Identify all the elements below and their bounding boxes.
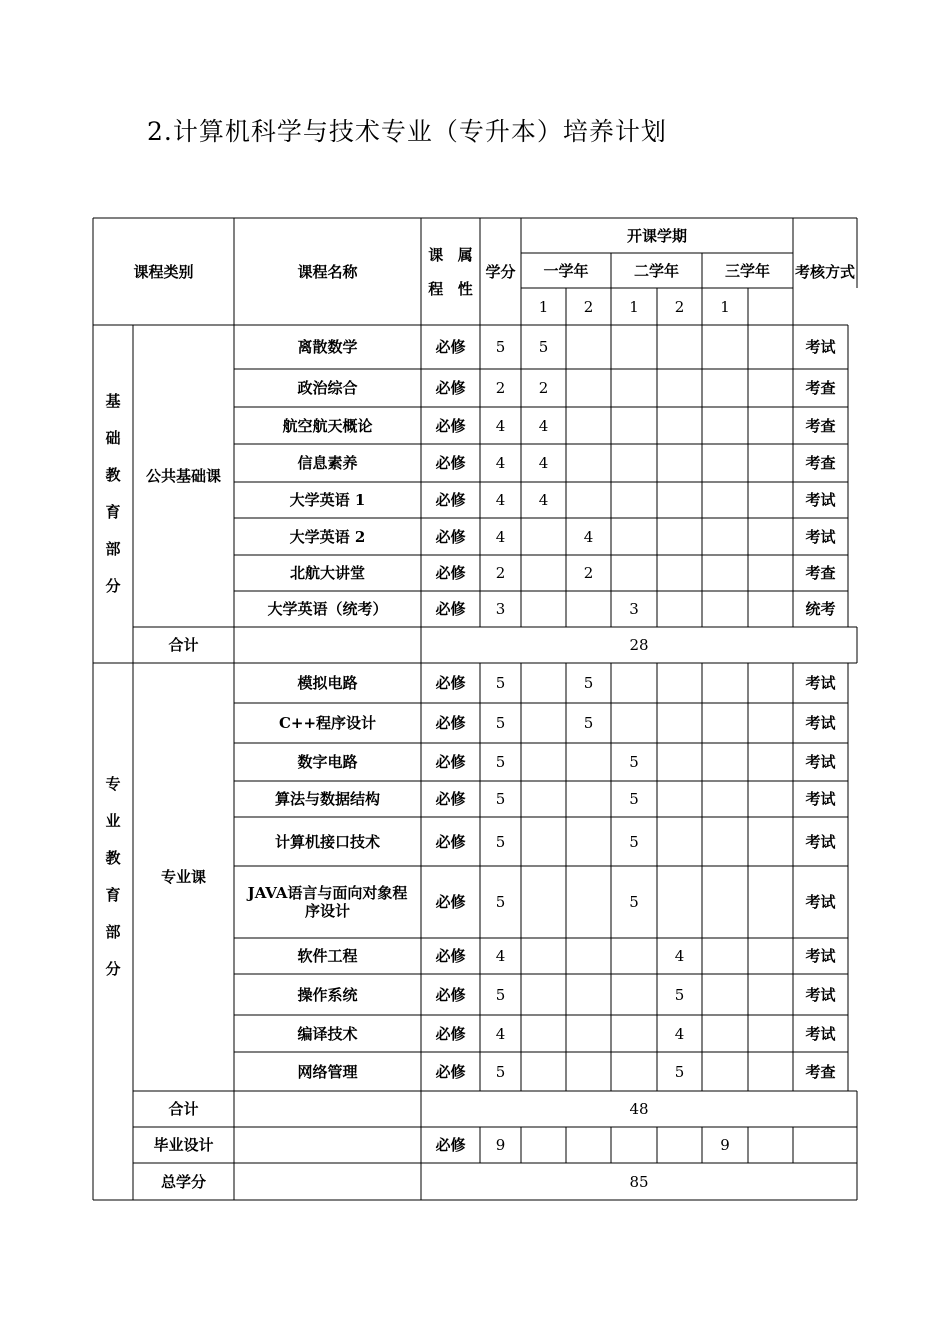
course-attr-cell: 必修 — [435, 416, 466, 435]
semester-credit-cell — [657, 866, 702, 938]
course-attr-cell: 必修 — [435, 527, 466, 546]
semester-credit-cell: 5 — [583, 674, 594, 692]
semester-credit-cell — [566, 974, 611, 1015]
semester-credit-cell: 5 — [583, 714, 594, 732]
semester-credit-cell — [702, 591, 748, 627]
course-attr-cell: 必修 — [435, 893, 466, 911]
semester-credit-cell — [521, 866, 566, 938]
semester-credit-cell — [748, 781, 793, 817]
course-credit-cell: 4 — [495, 947, 506, 965]
semester-credit-cell — [521, 974, 566, 1015]
semester-credit-cell — [657, 1127, 702, 1163]
header-year3: 三学年 — [724, 261, 770, 280]
course-attr-cell: 必修 — [435, 1024, 466, 1043]
semester-credit-cell — [702, 444, 748, 482]
section2-total-value: 48 — [629, 1100, 649, 1118]
course-attr-cell: 必修 — [435, 1062, 466, 1081]
semester-credit-cell — [702, 866, 748, 938]
semester-credit-cell — [657, 555, 702, 591]
semester-credit-cell: 5 — [629, 893, 639, 911]
exam-method-cell: 考试 — [805, 491, 836, 509]
course-attr-cell: 必修 — [435, 338, 466, 356]
semester-credit-cell — [657, 781, 702, 817]
semester-credit-cell — [566, 1015, 611, 1052]
section1-total-value: 28 — [629, 636, 649, 654]
exam-method-cell: 考查 — [805, 454, 836, 472]
section1-total-label: 合计 — [168, 636, 199, 654]
semester-credit-cell — [566, 369, 611, 407]
course-credit-cell: 2 — [495, 379, 506, 397]
course-attr-cell: 必修 — [435, 491, 466, 509]
subcategory-public: 公共 基础课 — [145, 466, 222, 485]
semester-credit-cell — [521, 591, 566, 627]
course-attr-cell: 必修 — [435, 379, 466, 397]
graduation-credit: 9 — [495, 1136, 506, 1154]
semester-credit-cell — [566, 482, 611, 518]
semester-credit-cell: 5 — [629, 790, 639, 808]
course-credit-cell: 4 — [495, 1024, 506, 1043]
semester-credit-cell — [702, 369, 748, 407]
course-attr-cell: 必修 — [435, 454, 466, 472]
course-attr-cell: 必修 — [435, 714, 466, 732]
semester-credit-cell — [657, 444, 702, 482]
semester-credit-cell — [748, 938, 793, 974]
semester-credit-cell — [657, 518, 702, 555]
semester-credit-cell — [611, 555, 657, 591]
course-credit-cell: 5 — [495, 338, 506, 356]
course-attr-cell: 必修 — [435, 600, 466, 618]
semester-credit-cell — [611, 369, 657, 407]
semester-credit-cell — [611, 703, 657, 743]
semester-credit-cell — [657, 743, 702, 781]
semester-credit-cell — [611, 444, 657, 482]
exam-method-cell: 统考 — [805, 600, 836, 618]
section2-total-label: 合计 — [168, 1100, 199, 1118]
semester-credit-cell — [657, 817, 702, 866]
page-title: 2.计算机科学与技术专业（专升本）培养计划 — [147, 117, 667, 146]
header-sem-label: 2 — [583, 297, 594, 316]
semester-credit-cell — [566, 781, 611, 817]
semester-credit-cell — [521, 781, 566, 817]
exam-method-cell: 考查 — [805, 379, 836, 397]
semester-credit-cell: 9 — [720, 1136, 730, 1154]
semester-credit-cell — [748, 482, 793, 518]
exam-method-cell: 考试 — [805, 753, 836, 771]
course-name-cell: 航空航天概论 — [282, 416, 373, 435]
course-credit-cell: 4 — [495, 454, 506, 472]
course-credit-cell: 5 — [495, 893, 506, 911]
header-semesters: 开课学期 — [626, 226, 687, 245]
semester-credit-cell — [657, 703, 702, 743]
exam-method-cell: 考试 — [805, 338, 836, 356]
semester-credit-cell — [566, 407, 611, 444]
semester-credit-cell — [521, 663, 566, 703]
header-credit: 学 分 — [485, 262, 516, 281]
course-name-cell: 离散数学 — [297, 338, 358, 356]
course-name-cell: 数字电路 — [297, 753, 358, 771]
semester-credit-cell — [657, 325, 702, 369]
semester-credit-cell — [702, 703, 748, 743]
exam-method-cell: 考查 — [805, 564, 836, 582]
semester-credit-cell — [748, 974, 793, 1015]
course-name-cell: 北航大讲堂 — [289, 564, 365, 582]
semester-credit-cell — [611, 407, 657, 444]
semester-credit-cell — [657, 369, 702, 407]
semester-credit-cell — [611, 325, 657, 369]
course-name-cell: 信息素养 — [297, 454, 358, 472]
semester-credit-cell — [748, 591, 793, 627]
course-name-cell: 软件工程 — [297, 947, 358, 965]
course-name-cell: 大学英语 1 — [289, 491, 366, 509]
semester-credit-cell — [611, 1052, 657, 1091]
semester-credit-cell — [657, 663, 702, 703]
section-label-major: 专 业 教 育 部 分 — [105, 775, 121, 978]
header-year2: 二学年 — [633, 261, 679, 280]
course-credit-cell: 4 — [495, 491, 506, 509]
semester-credit-cell — [702, 743, 748, 781]
course-attr-cell: 必修 — [435, 674, 466, 692]
course-name-cell: 政治综合 — [297, 379, 358, 397]
course-credit-cell: 5 — [495, 674, 506, 692]
exam-method-cell: 考试 — [805, 985, 836, 1004]
course-credit-cell: 5 — [495, 714, 506, 732]
semester-credit-cell — [748, 703, 793, 743]
course-name-cell: C++程序设计 — [278, 714, 377, 732]
course-attr-cell: 必修 — [435, 947, 466, 965]
semester-credit-cell — [566, 444, 611, 482]
semester-credit-cell — [657, 591, 702, 627]
section-label-basic: 基 础 教 育 部 分 — [105, 392, 121, 595]
semester-credit-cell — [748, 369, 793, 407]
exam-method-cell: 考查 — [805, 416, 836, 435]
semester-credit-cell — [657, 407, 702, 444]
semester-credit-cell — [748, 1127, 793, 1163]
course-name-cell: 算法与数据结构 — [274, 790, 380, 808]
semester-credit-cell — [702, 325, 748, 369]
course-credit-cell: 3 — [495, 600, 506, 618]
semester-credit-cell: 5 — [674, 985, 685, 1004]
header-attribute: 课程 属性 — [428, 245, 473, 298]
exam-method-cell: 考试 — [805, 527, 836, 546]
semester-credit-cell — [521, 1052, 566, 1091]
semester-credit-cell: 5 — [674, 1062, 685, 1081]
semester-credit-cell — [702, 555, 748, 591]
exam-method-cell: 考试 — [805, 714, 836, 732]
semester-credit-cell — [521, 938, 566, 974]
semester-credit-cell: 5 — [629, 753, 639, 771]
course-credit-cell: 4 — [495, 416, 506, 435]
exam-method-cell: 考试 — [805, 893, 836, 911]
course-name-cell: 大学英语（统考） — [267, 600, 388, 618]
semester-credit-cell — [657, 482, 702, 518]
semester-credit-cell — [702, 974, 748, 1015]
semester-credit-cell — [748, 444, 793, 482]
course-credit-cell: 2 — [495, 564, 506, 582]
exam-method-cell: 考试 — [805, 832, 836, 851]
header-exam: 考核 方式 — [794, 262, 856, 281]
course-name-cell: 操作系统 — [297, 985, 358, 1004]
header-sem-label: 1 — [538, 297, 549, 316]
semester-credit-cell: 4 — [583, 527, 594, 546]
semester-credit-cell — [702, 1052, 748, 1091]
semester-credit-cell — [702, 518, 748, 555]
semester-credit-cell — [521, 1015, 566, 1052]
semester-credit-cell — [611, 938, 657, 974]
semester-credit-cell: 4 — [538, 416, 549, 435]
course-credit-cell: 5 — [495, 753, 506, 771]
course-credit-cell: 5 — [495, 1062, 506, 1081]
semester-credit-cell — [566, 743, 611, 781]
semester-credit-cell — [566, 938, 611, 974]
course-credit-cell: 5 — [495, 985, 506, 1004]
grand-total-value: 85 — [629, 1172, 649, 1191]
header-category: 课程类别 — [133, 262, 194, 281]
course-name-cell: JAVA语言与面向对象程序设计 — [247, 884, 408, 920]
semester-credit-cell — [521, 703, 566, 743]
header-year1: 一学年 — [543, 261, 589, 280]
header-sem-label: 1 — [629, 297, 639, 316]
semester-credit-cell — [702, 938, 748, 974]
semester-credit-cell — [521, 743, 566, 781]
graduation-attr: 必修 — [435, 1136, 466, 1154]
exam-method-cell: 考试 — [805, 790, 836, 808]
semester-credit-cell — [521, 518, 566, 555]
course-attr-cell: 必修 — [435, 753, 466, 771]
semester-credit-cell — [521, 555, 566, 591]
semester-credit-cell: 5 — [538, 338, 549, 356]
semester-credit-cell — [611, 974, 657, 1015]
semester-credit-cell — [702, 1015, 748, 1052]
semester-credit-cell — [566, 1127, 611, 1163]
semester-credit-cell: 4 — [538, 454, 549, 472]
course-name-cell: 大学英语 2 — [289, 527, 366, 546]
course-attr-cell: 必修 — [435, 790, 466, 808]
semester-credit-cell — [566, 817, 611, 866]
semester-credit-cell — [748, 407, 793, 444]
semester-credit-cell — [566, 325, 611, 369]
semester-credit-cell — [748, 1015, 793, 1052]
semester-credit-cell — [521, 817, 566, 866]
semester-credit-cell — [748, 743, 793, 781]
course-credit-cell: 4 — [495, 527, 506, 546]
grand-total-label: 总学分 — [160, 1172, 206, 1191]
exam-method-cell: 考查 — [805, 1062, 836, 1081]
semester-credit-cell — [748, 518, 793, 555]
course-name-cell: 模拟电路 — [297, 674, 358, 692]
header-sem-label: 1 — [720, 297, 730, 316]
semester-credit-cell — [521, 1127, 566, 1163]
semester-credit-cell — [748, 817, 793, 866]
semester-credit-cell — [566, 591, 611, 627]
semester-credit-cell: 4 — [538, 491, 549, 509]
header-course-name: 课程名称 — [297, 262, 358, 281]
course-attr-cell: 必修 — [435, 832, 466, 851]
course-credit-cell: 5 — [495, 832, 506, 851]
semester-credit-cell — [748, 866, 793, 938]
semester-credit-cell: 4 — [674, 947, 685, 965]
semester-credit-cell — [611, 518, 657, 555]
exam-method-cell: 考试 — [805, 1024, 836, 1043]
semester-credit-cell — [748, 325, 793, 369]
course-credit-cell: 5 — [495, 790, 506, 808]
semester-credit-cell — [611, 663, 657, 703]
semester-credit-cell: 3 — [629, 600, 639, 618]
semester-credit-cell: 4 — [674, 1024, 685, 1043]
semester-credit-cell — [748, 1052, 793, 1091]
course-name-cell: 编译技术 — [297, 1024, 358, 1043]
subcategory-major: 专业课 — [160, 868, 206, 886]
header-sem-label: 2 — [674, 297, 685, 316]
semester-credit-cell — [611, 1127, 657, 1163]
semester-credit-cell — [702, 781, 748, 817]
graduation-label: 毕业设计 — [153, 1136, 214, 1154]
semester-credit-cell — [611, 482, 657, 518]
course-name-cell: 网络管理 — [297, 1062, 358, 1081]
course-name-cell: 计算机接口技术 — [274, 832, 380, 851]
semester-credit-cell: 2 — [538, 379, 549, 397]
semester-credit-cell — [748, 555, 793, 591]
semester-credit-cell — [702, 817, 748, 866]
semester-credit-cell — [566, 1052, 611, 1091]
course-attr-cell: 必修 — [435, 985, 466, 1004]
exam-method-cell: 考试 — [805, 947, 836, 965]
semester-credit-cell: 5 — [629, 832, 639, 851]
semester-credit-cell — [702, 407, 748, 444]
course-attr-cell: 必修 — [435, 564, 466, 582]
semester-credit-cell — [748, 663, 793, 703]
semester-credit-cell — [702, 663, 748, 703]
semester-credit-cell — [566, 866, 611, 938]
semester-credit-cell: 2 — [583, 564, 594, 582]
semester-credit-cell — [702, 482, 748, 518]
exam-method-cell: 考试 — [805, 674, 836, 692]
semester-credit-cell — [611, 1015, 657, 1052]
